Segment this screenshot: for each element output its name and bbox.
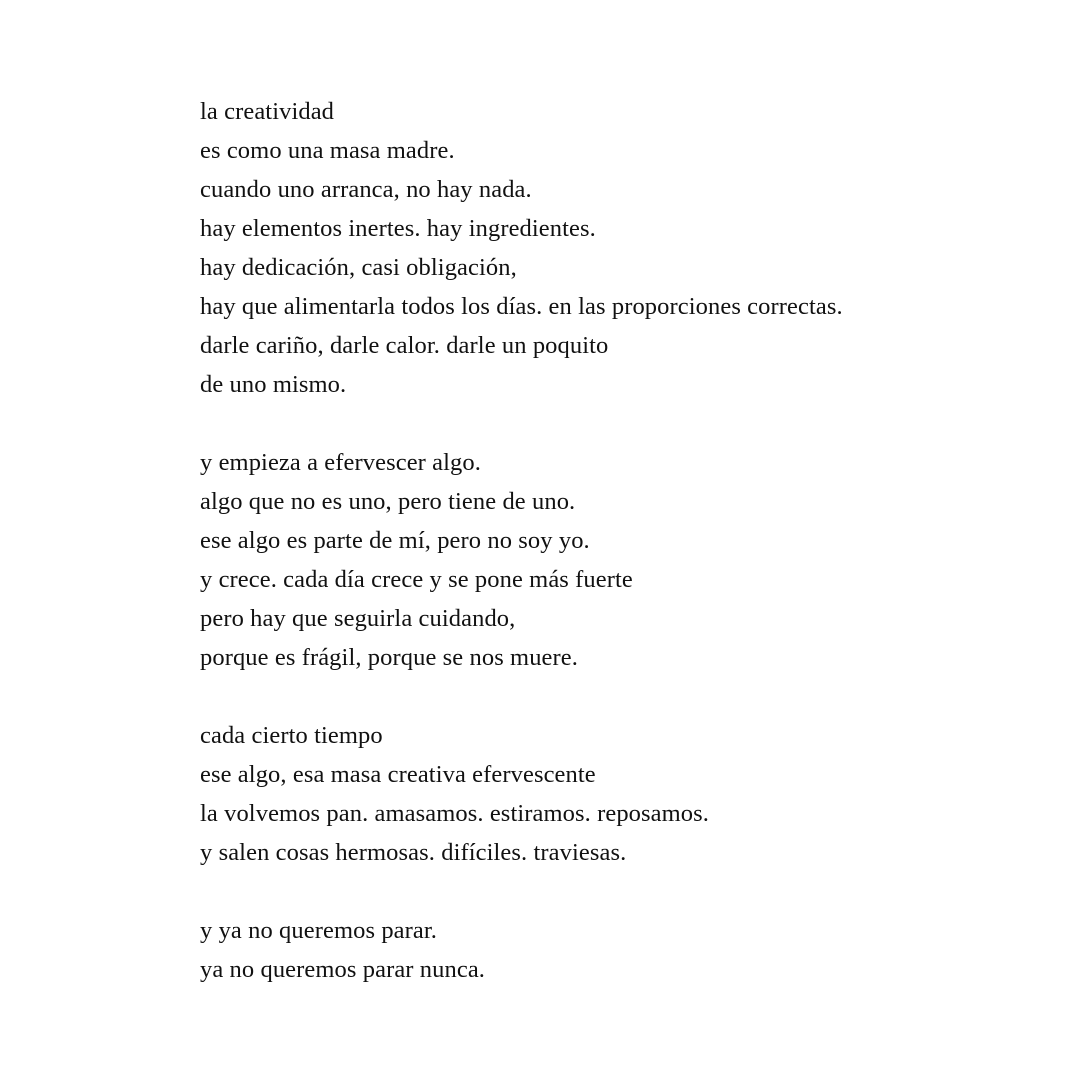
poem-line: darle cariño, darle calor. darle un poquito <box>200 332 609 359</box>
poem-line: la volvemos pan. amasamos. estiramos. reposamos. <box>200 800 709 827</box>
poem-line: y empieza a efervescer algo. <box>200 449 481 476</box>
poem-line: algo que no es uno, pero tiene de uno. <box>200 488 576 515</box>
poem-line: cada cierto tiempo <box>200 722 383 749</box>
poem-line: pero hay que seguirla cuidando, <box>200 605 516 632</box>
stanza-4 <box>200 911 843 989</box>
poem-line: y crece. cada día crece y se pone más fuerte <box>200 566 633 593</box>
stanza-2 <box>200 443 843 677</box>
poem-line: hay que alimentarla todos los días. en las proporciones correctas. <box>200 293 843 320</box>
poem-line: ya no queremos parar nunca. <box>200 956 486 983</box>
poem-line: de uno mismo. <box>200 371 347 398</box>
stanza-1 <box>200 92 843 404</box>
poem-line: y ya no queremos parar. <box>200 917 438 944</box>
poem-line: la creatividad <box>200 98 335 125</box>
poem-line: cuando uno arranca, no hay nada. <box>200 176 532 203</box>
poem-line: porque es frágil, porque se nos muere. <box>200 644 578 671</box>
poem-line: ese algo, esa masa creativa efervescente <box>200 761 596 788</box>
stanza-3 <box>200 716 843 872</box>
poem-line: es como una masa madre. <box>200 137 455 164</box>
poem-line: hay dedicación, casi obligación, <box>200 254 517 281</box>
poem <box>200 92 843 989</box>
poem-line: y salen cosas hermosas. difíciles. traviesas. <box>200 839 627 866</box>
poem-line: ese algo es parte de mí, pero no soy yo. <box>200 527 590 554</box>
poem-line: hay elementos inertes. hay ingredientes. <box>200 215 596 242</box>
